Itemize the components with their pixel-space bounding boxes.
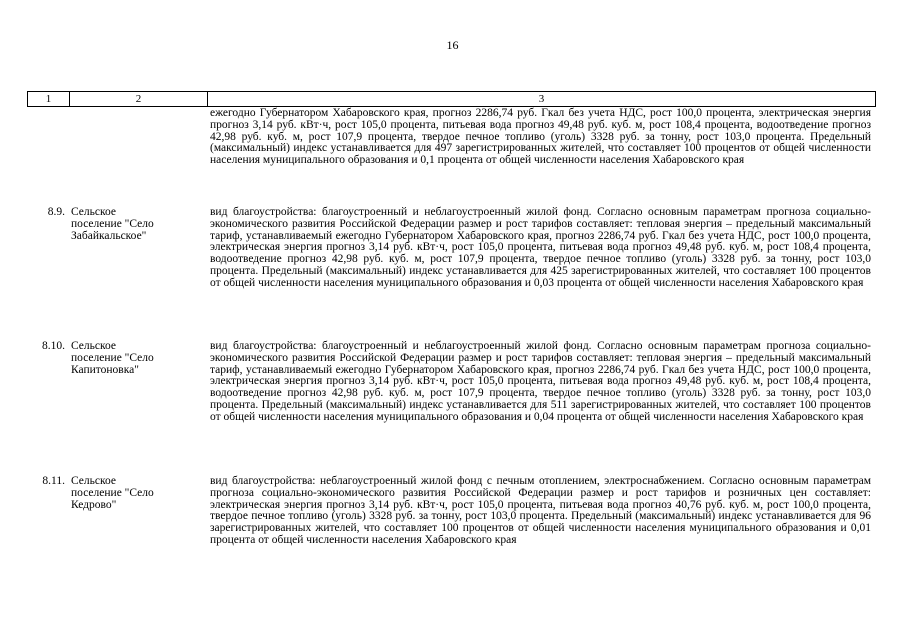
header-col-3: 3 (208, 92, 876, 107)
settlement-name (69, 207, 207, 341)
row-description: вид благоустройства: неблагоустроенный жилой фонд с печным отоплением, электроснабжением. Согласно основным параметрам прогноза социально-экономического развития Российской Федерации размер и рост тарифов и розничных цен составляет: электрическая энергия прогноз 3,14 руб. кВт·ч, рост 105,0 процента, питьевая вода прогноз 40,76 руб. куб. м, рост 100,0 процента, твердое печное топливо (уголь) 3328 руб. за тонну, рост 103,0 процента. Предельный (максимальный) индекс устанавливается для 96 зарегистрированных жителей, что составляет 100 процентов от общей численности населения муниципального образования и 0,01 процента от общей численности населения Хабаровского края (210, 475, 871, 546)
settlement-name-line: Сельское (71, 340, 117, 352)
row-description: вид благоустройства: благоустроенный и неблагоустроенный жилой фонд. Согласно основным параметрам прогноза социально-экономического развития Российской Федерации размер и рост тарифов составляет: тепловая энергия – предельный максимальный тариф, устанавливаемый ежегодно Губернатором Хабаровского края, прогноз 2286,74 руб. Гкал без учета НДС, рост 100,0 процента, электрическая энергия прогноз 3,14 руб. кВт·ч, рост 105,0 процента, питьевая вода прогноз 49,48 руб. куб. м, рост 108,4 процента, водоотведение прогноз 42,98 руб. куб. м, рост 107,9 процента, твердое печное топливо (уголь) 3328 руб. за тонну, рост 103,0 процента. Предельный (максимальный) индекс устанавливается для 511 зарегистрированных жителей, что составляет 100 процентов от общей численности населения муниципального образования и 0,04 процента от общей численности населения Хабаровского края (210, 340, 871, 423)
settlement-name-line: Капитоновка" (71, 363, 139, 376)
header-col-2: 2 (70, 92, 208, 107)
table-row (27, 207, 875, 341)
settlement-name-line: Забайкальское" (71, 229, 147, 242)
table-row (27, 476, 875, 586)
settlement-name (69, 108, 207, 207)
row-description: ежегодно Губернатором Хабаровского края, прогноз 2286,74 руб. Гкал без учета НДС, рост 100,0 процента, электрическая энергия прогноз 3,14 руб. кВт·ч, рост 105,0 процента, питьевая вода прогноз 49,48 руб. куб. м, рост 108,4 процента, водоотведение прогноз 42,98 руб. куб. м, рост 107,9 процента, твердое печное топливо (уголь) 3328 руб. за тонну, рост 103,0 процента. Предельный (максимальный) индекс устанавливается для 497 зарегистрированных жителей, что составляет 100 процентов от общей численности населения муниципального образования и 0,1 процента от общей численности населения Хабаровского края (210, 107, 871, 167)
table-body (27, 108, 875, 586)
settlement-name-line: Сельское (71, 206, 117, 218)
settlement-name (69, 341, 207, 476)
table-row (27, 108, 875, 207)
row-number: 8.11. (42, 475, 65, 487)
row-number: 8.10. (42, 340, 65, 352)
settlement-name-line: Сельское (71, 475, 117, 487)
settlement-name (69, 476, 207, 586)
row-description: вид благоустройства: благоустроенный и неблагоустроенный жилой фонд. Согласно основным параметрам прогноза социально-экономического развития Российской Федерации размер и рост тарифов составляет: тепловая энергия – предельный максимальный тариф, устанавливаемый ежегодно Губернатором Хабаровского края, прогноз 2286,74 руб. Гкал без учета НДС, рост 100,0 процента, электрическая энергия прогноз 3,14 руб. кВт·ч, рост 105,0 процента, питьевая вода прогноз 49,48 руб. куб. м, рост 108,4 процента, водоотведение прогноз 42,98 руб. куб. м, рост 107,9 процента, твердое печное топливо (уголь) 3328 руб. за тонну, рост 103,0 процента. Предельный (максимальный) индекс устанавливается для 425 зарегистрированных жителей, что составляет 100 процентов от общей численности населения муниципального образования и 0,03 процента от общей численности населения Хабаровского края (210, 206, 871, 289)
settlement-name-line: Кедрово" (71, 498, 117, 511)
row-number: 8.9. (47, 206, 65, 218)
settlement-name-line: поселение "Село (71, 351, 154, 364)
table-header (27, 91, 876, 107)
row-number (27, 108, 69, 207)
table-row (27, 341, 875, 476)
header-col-1: 1 (28, 92, 70, 107)
page-number: 16 (446, 38, 459, 52)
settlement-name-line: поселение "Село (71, 217, 154, 230)
settlement-name-line: поселение "Село (71, 486, 154, 499)
